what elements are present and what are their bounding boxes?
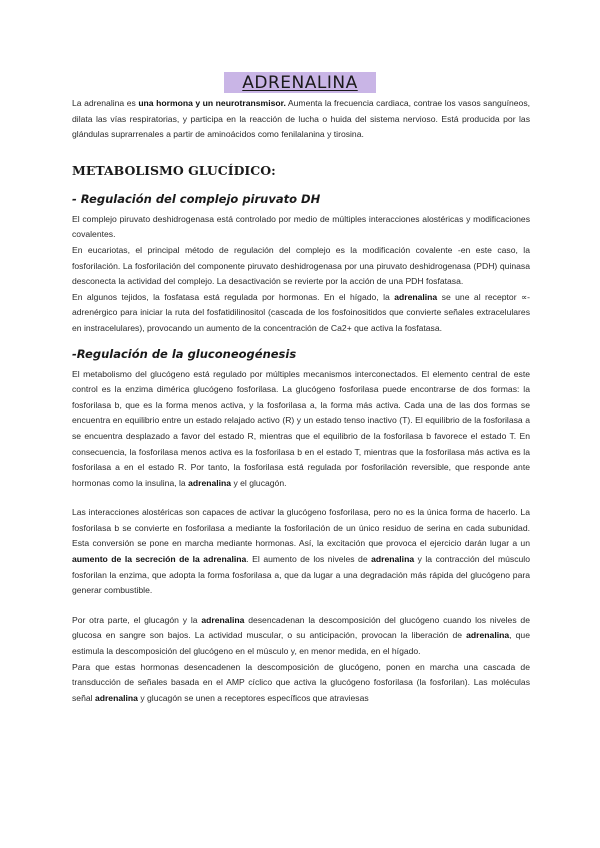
gluco-p1-text-1: El metabolismo del glucógeno está regulado por múltiples mecanismos interconectados. El elemento central de este control es la enzima dimérica glucógeno fosforilasa. La glucógeno fosforilasa puede encontrarse de dos formas: la fosforilasa b, que es la forma menos activa, y la fosforilasa a, la forma más activa. Cada una de las dos formas se encuentra en equilibrio entre un estado relajado activo (R) y un estado tenso inactivo (T). El equilibrio de la fosforilasa a se encuentra desplazado a favor del estado R, mientras que el equilibrio de la fosforilasa b favorece el estado T. En consecuencia, la fosforilasa menos activa es la fosforilasa b en el estado T, mientras que la fosforilasa más activa es la fosforilasa a en el estado R. Por tanto, la fosforilasa está regulada por fosforilación reversible, que responde ante hormonas como la insulina, la: [72, 368, 530, 488]
gluco-p3-bold-2: adrenalina: [466, 630, 510, 641]
gluco-p2-text-3: y la contracción del músculo fosforilan la enzima, que adopta la forma fosforilasa a, que da lugar a una degradación más rápida del glucógeno para generar combustible.: [72, 554, 530, 596]
piruvato-p3-bold-1: adrenalina: [394, 291, 438, 302]
subheading-piruvato: - Regulación del complejo piruvato DH: [72, 191, 321, 206]
gluco-p2-text-2: . El aumento de los niveles de: [246, 554, 372, 565]
gluco-p3-text-1: Por otra parte, el glucagón y la: [72, 614, 202, 625]
title-container: [0, 72, 600, 93]
intro-paragraph: [72, 96, 530, 143]
section-heading-metabolismo: METABOLISMO GLUCÍDICO:: [72, 162, 276, 178]
gluco-p4-bold-1: adrenalina: [94, 692, 138, 703]
piruvato-p3-text-2: se une al receptor ∝-adrenérgico para iniciar la ruta del fosfatidilinositol (cascada de los fosfoinositidos que convierte señales extracelulares en instracelulares), provocando un aumento de la concentración de Ca2+ que activa la fosfatasa.: [72, 291, 530, 333]
intro-bold-1: una hormona y un neurotransmisor.: [138, 98, 286, 108]
gluco-paragraph-3: [72, 613, 530, 660]
gluco-p1-text-2: y el glucagón.: [231, 477, 287, 488]
piruvato-paragraph-2: En eucariotas, el principal método de regulación del complejo es la modificación covalente -en este caso, la fosforilación. La fosforilación del componente piruvato deshidrogenasa por una piruvato deshidrogenasa (PDH) quinasa desconecta la actividad del complejo. La desactivación se revierte por la acción de una PDH fosfatasa.: [72, 244, 530, 287]
document-title: ADRENALINA: [224, 72, 375, 93]
gluco-p3-bold-1: adrenalina: [201, 614, 245, 625]
piruvato-paragraph-1: El complejo piruvato deshidrogenasa está controlado por medio de múltiples interacciones alostéricas y modificaciones covalentes.: [72, 213, 530, 240]
gluco-paragraph-2: [72, 505, 530, 599]
gluco-p2-text-1: Las interacciones alostéricas son capaces de activar la glucógeno fosforilasa, pero no es la única forma de hacerlo. La fosforilasa b se convierte en fosforilasa a mediante la fosforilación de un único residuo de serina en cada subunidad. Esta conversión se pone en marcha mediante hormonas. Así, la excitación que provoca el ejercicio darán lugar a un: [72, 507, 530, 549]
gluco-p2-bold-1: aumento de la secreción de la adrenalina: [72, 554, 247, 565]
gluco-paragraph-4: [72, 660, 530, 707]
document-body: [72, 96, 530, 706]
gluco-p2-bold-2: adrenalina: [371, 554, 415, 565]
gluco-p4-text-1: Para que estas hormonas desencadenen la descomposición de glucógeno, ponen en marcha una cascada de transducción de señales basada en el AMP cíclico que activa la glucógeno fosforilasa (la fosforilan). Las moléculas señal: [72, 661, 530, 703]
gluco-p4-text-2: y glucagón se unen a receptores específicos que atraviesas: [137, 692, 369, 703]
piruvato-p3-text-1: En algunos tejidos, la fosfatasa está regulada por hormonas. En el hígado, la: [72, 291, 395, 302]
intro-text-2: Aumenta la frecuencia cardiaca, contrae los vasos sanguíneos, dilata las vías respiratorias, y participa en la reacción de lucha o huida del sistema nervioso. Está producida por las glándulas suprarrenales a partir de aminoácidos como fenilalanina y tirosina.: [72, 98, 531, 140]
subheading-gluconeogenesis: -Regulación de la gluconeogénesis: [72, 346, 297, 361]
gluco-paragraph-1: [72, 367, 530, 492]
piruvato-paragraph-3: [72, 290, 530, 337]
gluco-p3-text-2: desencadenan la descomposición del glucógeno cuando los niveles de glucosa en sangre son bajos. La actividad muscular, o su anticipación, provocan la liberación de: [72, 614, 530, 641]
gluco-p1-bold-1: adrenalina: [188, 477, 232, 488]
gluco-p3-text-3: , que estimula la descomposición del glucógeno en el músculo y, en menor medida, en el hígado.: [72, 630, 530, 657]
intro-text-1: La adrenalina es: [72, 98, 139, 108]
